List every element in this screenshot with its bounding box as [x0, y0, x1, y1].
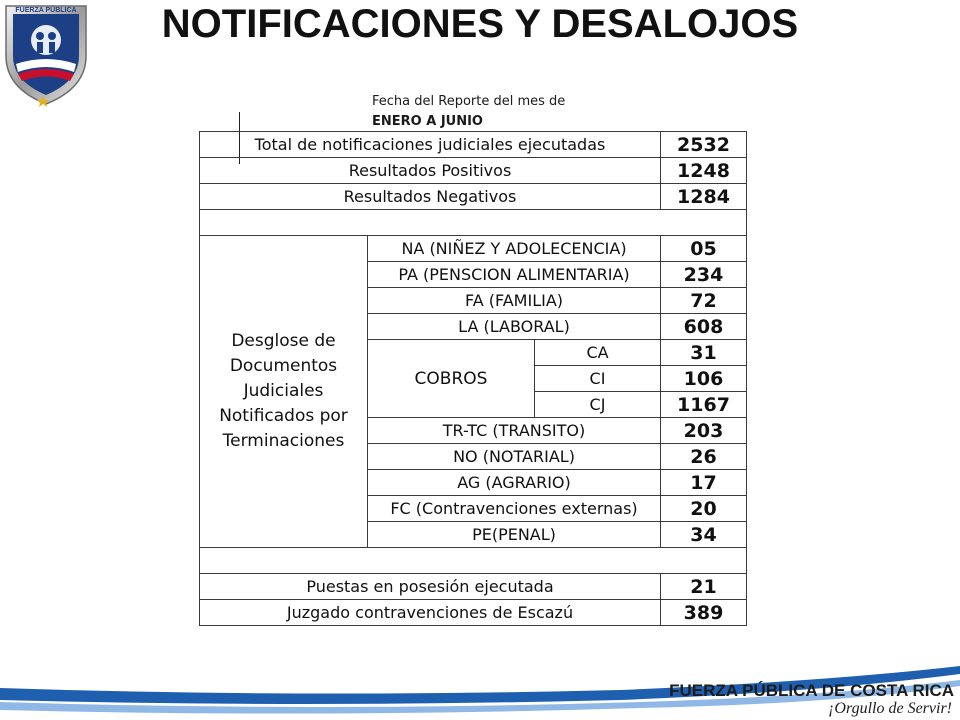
summary-label: Resultados Negativos	[200, 184, 661, 210]
spacer-cell	[200, 548, 747, 574]
footer-row-label: Puestas en posesión ejecutada	[200, 574, 661, 600]
breakdown-value: 203	[661, 418, 747, 444]
breakdown-label: PA (PENSCION ALIMENTARIA)	[368, 262, 661, 288]
cobros-label: COBROS	[368, 340, 535, 418]
breakdown-value: 17	[661, 470, 747, 496]
spacer-row	[200, 210, 747, 236]
report-period: ENERO A JUNIO	[372, 114, 483, 129]
summary-label: Total de notificaciones judiciales ejecutadas	[200, 132, 661, 158]
slide-title: NOTIFICACIONES Y DESALOJOS	[161, 2, 799, 46]
breakdown-label: TR-TC (TRANSITO)	[368, 418, 661, 444]
breakdown-value: 234	[661, 262, 747, 288]
summary-value: 1248	[661, 158, 747, 184]
spacer-cell	[200, 210, 747, 236]
summary-value: 2532	[661, 132, 747, 158]
table-row	[200, 158, 747, 184]
breakdown-value: 05	[661, 236, 747, 262]
breakdown-value: 20	[661, 496, 747, 522]
breakdown-label: NO (NOTARIAL)	[368, 444, 661, 470]
fuerza-publica-logo	[0, 0, 92, 108]
cobros-item-value: 106	[661, 366, 747, 392]
footer-row-value: 21	[661, 574, 747, 600]
summary-value: 1284	[661, 184, 747, 210]
logo-text: FUERZA PÚBLICA	[15, 7, 77, 14]
report-table	[199, 131, 747, 626]
breakdown-label: FA (FAMILIA)	[368, 288, 661, 314]
cobros-item-label: CA	[535, 340, 661, 366]
cobros-item-value: 31	[661, 340, 747, 366]
breakdown-label: NA (NIÑEZ Y ADOLECENCIA)	[368, 236, 661, 262]
cobros-item-value: 1167	[661, 392, 747, 418]
breakdown-value: 26	[661, 444, 747, 470]
summary-label: Resultados Positivos	[200, 158, 661, 184]
footer-motto: ¡Orgullo de Servir!	[828, 700, 952, 717]
report-date-label: Fecha del Reporte del mes de	[372, 94, 566, 109]
cobros-item-label: CI	[535, 366, 661, 392]
breakdown-label: FC (Contravenciones externas)	[368, 496, 661, 522]
table-row	[200, 600, 747, 626]
breakdown-value: 34	[661, 522, 747, 548]
table-row	[200, 236, 747, 262]
table-row	[200, 132, 747, 158]
breakdown-group-label: Desglose de Documentos Judiciales Notificados por Terminaciones	[200, 236, 368, 548]
footer-row-label: Juzgado contravenciones de Escazú	[200, 600, 661, 626]
breakdown-label: LA (LABORAL)	[368, 314, 661, 340]
breakdown-label: AG (AGRARIO)	[368, 470, 661, 496]
report-heading	[372, 92, 602, 132]
table-row	[200, 574, 747, 600]
footer-org-name: FUERZA PÚBLICA DE COSTA RICA	[669, 681, 954, 700]
breakdown-value: 72	[661, 288, 747, 314]
breakdown-value: 608	[661, 314, 747, 340]
cobros-item-label: CJ	[535, 392, 661, 418]
table-row	[200, 184, 747, 210]
breakdown-label: PE(PENAL)	[368, 522, 661, 548]
footer-row-value: 389	[661, 600, 747, 626]
spacer-row	[200, 548, 747, 574]
